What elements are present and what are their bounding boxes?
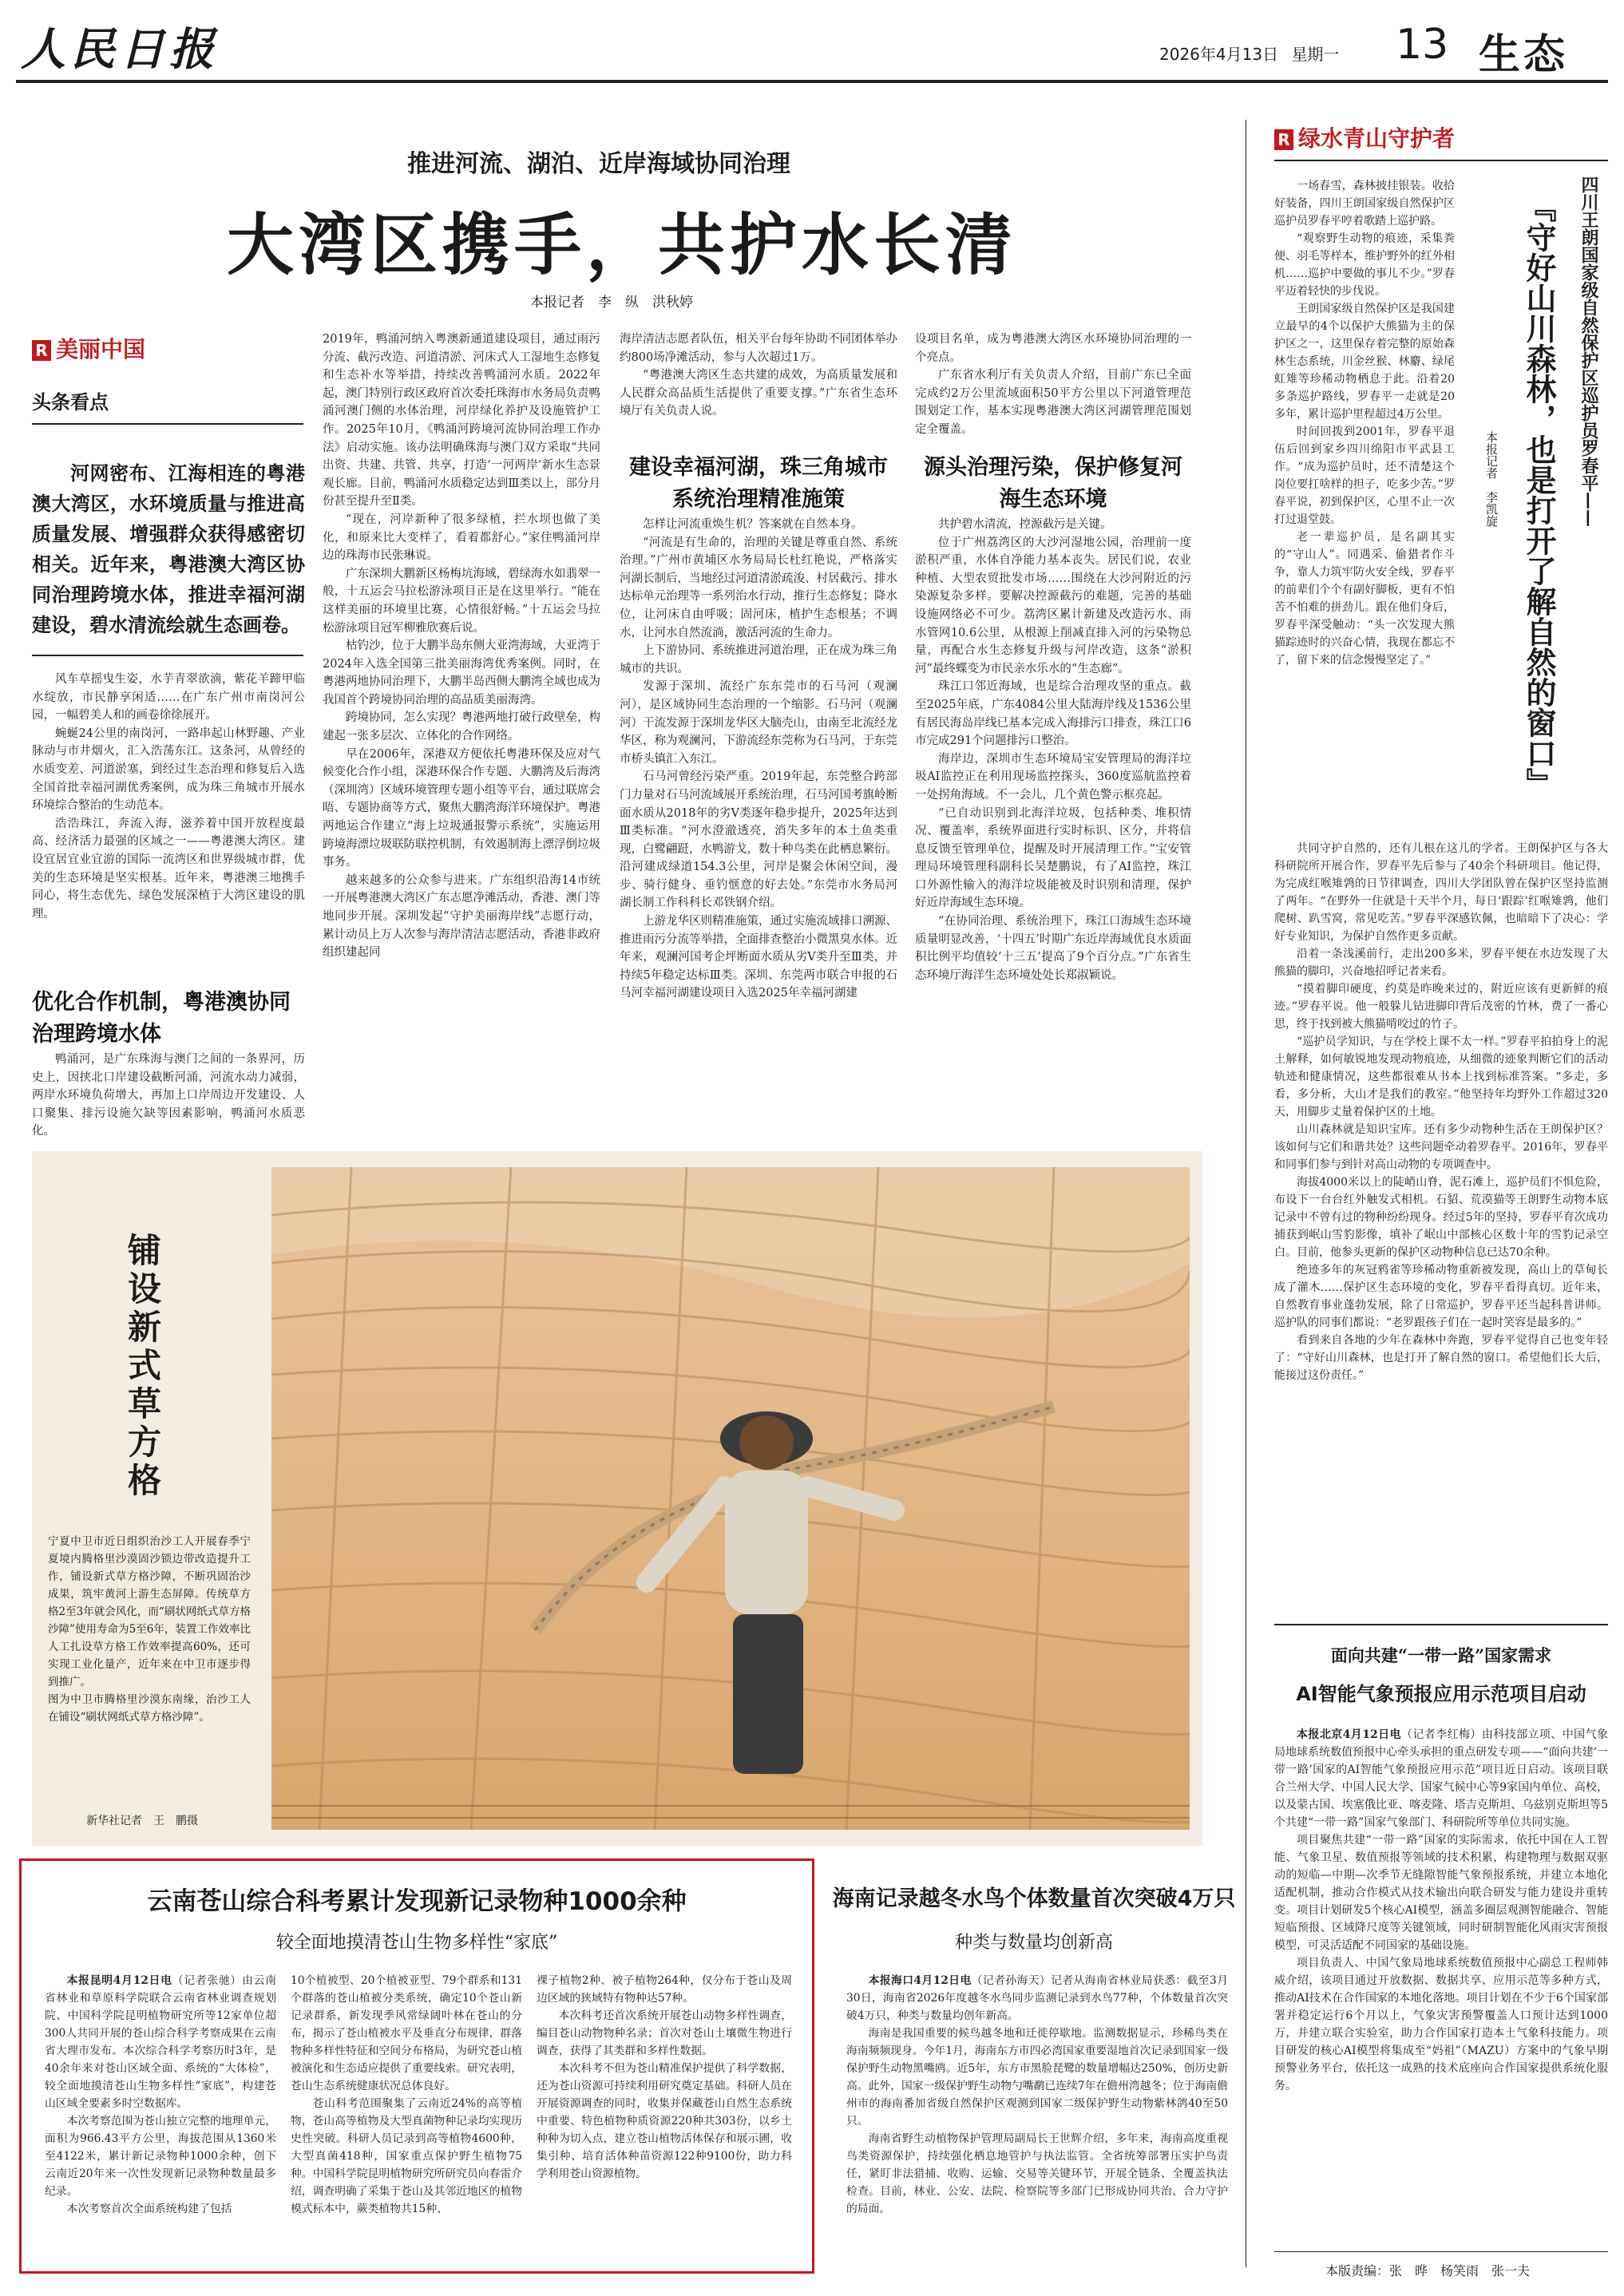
profile-headline: 『守好山川森林，也是打开了解自然的窗口』	[1521, 192, 1556, 798]
desert-photo	[271, 1167, 1190, 1830]
paragraph	[1274, 1726, 1608, 1831]
paragraph: 发源于深圳、流经广东东莞市的石马河（观澜河），是区域协同生态治理的一个缩影。石马河（观澜河）干流发源于深圳龙华区大脑壳山，由南至北流经龙华区，称为观澜河，下游流经东莞称为石马河，于东莞市桥头镇汇入东江。	[620, 680, 897, 766]
column-tag-beautiful-china: R 美丽中国	[32, 332, 145, 364]
yunnan-subhead: 较全面地摸清苍山生物多样性“家底”	[275, 1933, 558, 1953]
paragraph: “现在，河岸新种了很多绿植，拦水坝也做了美化，和原来比大变样了，看着都舒心。”家住鸭涌河岸边的珠海市民张琳说。	[323, 513, 600, 563]
profile-byline: 本报记者 李凯旋	[1484, 431, 1499, 527]
paragraph: 怎样让河流重焕生机？答案就在自然本身。	[643, 518, 863, 531]
editor-credit: 本版责编：张 晔 杨笑雨 张一夫	[1325, 2263, 1531, 2278]
dateline: 本报海口4月12日电	[868, 1974, 972, 1987]
paragraph: 浩浩珠江，奔流入海，滋养着中国开放程度最高、经济活力最强的区域之一——粤港澳大湾区。建设宜居宜业宜游的国际一流湾区和世界级城市群，优美的生态环境是坚实根基。近年来，粤港澳三地携手同心，将生态优先、绿色发展深植于大湾区建设的肌理。	[32, 817, 305, 920]
paragraph: 上游龙华区则精准施策，通过实施流域排口溯源、推进雨污分流等举措，全面排查整治小微黑臭水体。近年来，观澜河国考企坪断面水质从劣Ⅴ类升至Ⅲ类，并持续5年稳定达标Ⅲ类。深圳、东莞两市联合申报的石马河幸福河湖建设项目入选2025年幸福河湖建	[620, 915, 897, 1000]
paragraph: 越来越多的公众参与进来。广东组织沿海14市统一开展粤港澳大湾区广东志愿净滩活动，香港、澳门等地同步开展。深圳发起“守护美丽海岸线”志愿行动，累计动员上万人次参与海岸清洁志愿活动，香港非政府组织建起同	[323, 873, 600, 960]
newspaper-logo: 人民日报	[21, 23, 219, 76]
paragraph	[846, 1972, 1228, 2025]
lead-body-col2	[323, 331, 600, 1148]
profile-kicker: 四川王朗国家级自然保护区巡护员罗春平——	[1578, 176, 1599, 527]
issue-date	[1159, 42, 1339, 65]
paragraph: 苍山科考范围聚集了云南近24%的高等植物，苍山高等植物及大型真菌物种记录均实现历史性突破。科研人员记录到高等植物4600种，大型真菌418种，国家重点保护野生植物75种。中国科学院昆明植物研究所研究员向春雷介绍，调查明确了采集于苍山及其邻近地区的植物模式标本中，蕨类植物共15种、	[291, 2097, 522, 2215]
right-col-head-rule	[1274, 160, 1608, 161]
section-heading-3: 源头治理污染，保护修复河海生态环境	[924, 455, 1182, 512]
footer-rule	[1274, 2251, 1608, 2252]
hainan-subhead: 种类与数量均创新高	[954, 1933, 1113, 1953]
ai-body	[1274, 1726, 1608, 2207]
paragraph-text: 记者从海南省林业局获悉：截至3月30日，海南省2026年度越冬水鸟同步监测记录到水鸟77种，个体数量首次突破4万只，种类与数量均创年新高。	[846, 1974, 1228, 2022]
yunnan-col2	[291, 1972, 522, 2267]
section-heading-2: 建设幸福河湖，珠三角城市系统治理精准施策	[629, 455, 888, 512]
paragraph: 本次考察首次全面系统构建了包括	[66, 2203, 232, 2215]
paragraph: 跨境协同，怎么实现？粤港两地打破行政壁垒，构建起一张多层次、立体化的合作网络。	[323, 711, 600, 743]
paragraph: “在协同治理、系统治理下，珠江口海域生态环境质量明显改善，‘十四五’时期广东近岸海域优良水质面积比例平均值较‘十三五’提高了9个百分点。”广东省生态环境厅海洋生态环境处处长郑淑颖说。	[915, 915, 1191, 982]
paragraph: 石马河曾经污染严重。2019年起，东莞整合跨部门力量对石马河流域展开系统治理，石马河国考旗岭断面水质从2018年的劣Ⅴ类逐年稳步提升，2025年达到Ⅲ类标准。“河水澄澈透亮，消失多年的本土鱼类重现，白鹭翩跹，水鸭游戈，数十种鸟类在此栖息繁衍。沿河建成绿道154.3公里，河岸是聚会休闲空间，漫步、骑行健身、垂钓惬意的好去处。”东莞市水务局河湖长制工作科科长邓铁钢介绍。	[620, 770, 897, 910]
paragraph: 山川森林就是知识宝库。还有多少动物种生活在王朗保护区？该如何与它们和谐共处？这些问题牵动着罗春平。2016年，罗春平和同事们参与到针对高山动物的专项调查中。	[1274, 1123, 1608, 1171]
lead-body-col3-top	[620, 331, 897, 441]
paragraph: 海岸边，深圳市生态环境局宝安管理局的海洋垃圾AI监控正在利用现场监控探头，360度巡航监控着一处拐角海域。不一会儿，几个黄色警示框亮起。	[915, 752, 1191, 802]
reporter: （记者李红梅）	[1400, 1728, 1482, 1741]
paragraph: 绝迹多年的灰冠鸦雀等珍稀动物重新被发现，高山上的草甸长成了灌木……保护区生态环境的变化，罗春平看得真切。近年来，自然教育事业蓬勃发展，除了日常巡护，罗春平还当起科普讲师。巡护队的同事们都说：“老罗跟孩子们在一起时笑容是最多的。”	[1274, 1264, 1608, 1329]
hainan-headline: 海南记录越冬水鸟个体数量首次突破4万只	[832, 1886, 1236, 1911]
column-tag-guardian: R 绿水青山守护者	[1274, 121, 1455, 153]
lead-byline: 本报记者 李 纵 洪秋婷	[530, 295, 693, 311]
lead-body-col4-top	[915, 331, 1191, 441]
paragraph: 珠江口邻近海域，也是综合治理攻坚的重点。截至2025年底，广东4084公里大陆海岸线及1536公里有居民海岛岸线已基本完成入海排污口排查，珠江口6市完成291个问题排污口整治。	[915, 680, 1191, 748]
paragraph: 本次科考不但为苍山精准保护提供了科学数据，还为苍山资源可持续利用研究奠定基础。科研人员在开展资源调查的同时，收集并保藏苍山自然生态系统中重要、特色植物种质资源220种共303份，以乡土种种为切入点，建立苍山植物活体保存和展示圃，收集引种、培育活体种苗资源122种9100份，助力科学利用苍山资源植物。	[537, 2062, 792, 2180]
lead-body-col1a	[32, 671, 305, 984]
dateline: 本报昆明4月12日电	[66, 1974, 172, 1987]
r-badge-icon: R	[1274, 129, 1293, 150]
paragraph: 一场春雪，森林披挂银装。收拾好装备，四川王朗国家级自然保护区巡护员罗春平哼着歌踏上巡护路。	[1274, 180, 1455, 228]
paragraph: 海岸清洁志愿者队伍，相关平台每年协助不同团体举办约800场净滩活动，参与人次超过1万。	[620, 333, 897, 364]
photo-caption: 宁夏中卫市近日组织治沙工人开展春季宁夏境内腾格里沙漠固沙锁边带改造提升工作，铺设新式草方格沙障，不断巩固治沙成果，筑牢黄河上游生态屏障。传统草方格2至3年就会风化，而“刷状网纸式草方格沙障”使用寿命为5至6年，装置工作效率比人工扎设草方格工作效率提高60%，还可实现工业化量产，近年来在中卫市逐步得到推广。 图为中卫市腾格里沙漠东南缘，治沙工人在铺设“刷状网纸式草方格沙障”。	[48, 1535, 251, 1724]
section-heading-1: 优化合作机制，粤港澳协同治理跨境水体	[32, 990, 291, 1047]
column-sub-rule	[32, 423, 303, 425]
lead-body-col3	[620, 516, 897, 1148]
date-text: 2026年4月13日	[1159, 45, 1279, 64]
paragraph	[45, 1972, 276, 2112]
paragraph: “摸着脚印硬度，约莫是昨晚来过的，附近应该有更新鲜的痕迹。”罗春平说。他一般躲儿钻进脚印背后茂密的竹林，费了一番心思，终于找到被大熊猫啃咬过的竹子。	[1274, 983, 1608, 1031]
paragraph: 沿着一条浅溪前行，走出200多米，罗春平便在水边发现了大熊猫的脚印，兴奋地招呼记者来看。	[1274, 948, 1608, 978]
yunnan-col3	[537, 1972, 792, 2267]
lead-headline: 大湾区携手，共护水长清	[227, 206, 1018, 284]
ai-kicker: 面向共建“一带一路”国家需求	[1330, 1645, 1552, 1665]
paragraph: 蜿蜒24公里的南岗河，一路串起山林野趣、产业脉动与市井烟火，汇入浩荡东江。这条河，从曾经的水质变差、河道淤塞，到经过生态治理和修复后入选全国首批幸福河湖优秀案例，成为珠三角城市开展水环境综合整治的生动范本。	[32, 726, 305, 813]
column-sub: 头条看点	[32, 391, 109, 414]
paragraph: “巡护员学知识，与在学校上课不太一样。”罗春平拍拍身上的泥土解释，如何敏锐地发现动物痕迹，从细微的迹象判断它们的活动轨迹和健康情况，这些都很难从书本上找到标准答案。“多走，多看，多分析，大山才是我们的教室。”他坚持年均野外工作超过320天，用脚步丈量着保护区的土地。	[1274, 1035, 1608, 1118]
paragraph: 项目负责人、中国气象局地球系统数值预报中心副总工程师韩威介绍，该项目通过开放数据、数据共享、应用示范等多种方式，推动AI技术在合作国家的本地化落地。项目计划在不少于6个国家部署并稳定运行6个月以上，气象灾害预警覆盖人口预计达到1000万，并建立联合实验室，助力合作国家打造本土气象科技能力。项目研发的核心AI模型将集成至“妈祖”（MAZU）方案中的气象早期预警业务平台，依托这一成熟的技术底座向合作国家提供系统化服务。	[1274, 1957, 1608, 2092]
lead-summary: 河网密布、江海相连的粤港澳大湾区，水环境质量与推进高质量发展、增强群众获得感密切相关。近年来，粤港澳大湾区协同治理跨境水体，推进幸福河湖建设，碧水清流绘就生态画卷。	[32, 462, 305, 636]
paragraph: 王朗国家级自然保护区是我国建立最早的4个以保护大熊猫为主的保护区之一，这里保存着完整的原始森林生态系统，川金丝猴、林麝、绿尾虹雉等珍稀动物栖息于此。沿着20多条巡护路线，罗春平一走就是20多年，累计巡护里程超过4万公里。	[1274, 303, 1455, 421]
paragraph: 老一辈巡护员，是名副其实的“守山人”。同遇采、偷猎者作斗争，靠人力筑牢防火安全线，罗春平的前辈们个个有副好脚板，更有不怕苦不怕难的拼劲儿。跟在他们身后，罗春平深受触动：“头一次发现大熊猫踪迹时的兴奋心情，我现在都忘不了，留下来的信念慢慢坚定了。”	[1274, 531, 1455, 667]
yunnan-col1	[45, 1972, 276, 2267]
paragraph: “河流是有生命的，治理的关键是尊重自然、系统治理。”广州市黄埔区水务局局长杜红艳说，严格落实河湖长制后，当地经过河道清淤疏浚、村居截污、排水达标单元治理等一系列治水行动，推行生态修复；降水位，让河床自由呼吸；固河床，植护生态根基；不调水，让河水自然流淌，激活河流的生命力。	[620, 536, 897, 639]
paragraph: 共护碧水清流，控源截污是关键。	[938, 518, 1112, 531]
paragraph: 广东省水利厅有关负责人介绍，目前广东已全面完成约2万公里流域面积50平方公里以下河道管理范围划定工作，基本实现粤港澳大湾区河湖管理范围划定全覆盖。	[915, 369, 1191, 436]
r-badge-icon: R	[32, 340, 51, 361]
page-number: 13	[1396, 21, 1449, 69]
paragraph: 设项目名单，成为粤港澳大湾区水环境协同治理的一个亮点。	[915, 333, 1191, 364]
paragraph: 看到来自各地的少年在森林中奔跑，罗春平觉得自己也变年轻了：“守好山川森林，也是打开了解自然的窗口。希望他们长大后，能接过这份责任。”	[1274, 1334, 1608, 1382]
dateline: 本报北京4月12日电	[1297, 1728, 1401, 1741]
paragraph: 10个植被型、20个植被亚型、79个群系和131个群落的苍山植被分类系统，确定10个苍山新记录群系，新发现季风常绿阔叶林在苍山的分布，揭示了苍山植被水平及垂直分布规律，群落物种多样性特征和空间分布格局，为研究苍山植被演化和生态适应提供了重要线索。研究表明，苍山生态系统健康状况总体良好。	[291, 1974, 522, 2092]
profile-body-a	[1274, 177, 1455, 837]
reporter: （记者孙海天）	[971, 1974, 1052, 1987]
paragraph: 海南省野生动植物保护管理局副局长王世辉介绍，多年来，海南高度重视鸟类资源保护，持续强化栖息地管护与执法监管。全省统筹部署压实护鸟责任，紧盯非法猎捕、收购、运输、交易等关键环节，开展全链条、全覆盖执法检查。目前，林业、公安、法院、检察院等多部门已形成协同共治、合力守护的局面。	[846, 2132, 1228, 2215]
paragraph: “已自动识别到北海洋垃圾，包括种类、堆积情况、覆盖率，系统界面进行实时标识、区分，并将信息反馈至管理单位，提醒及时开展清理工作。”宝安管理局环境管理科副科长吴楚鹏说，有了AI监控，珠江口外源性输入的海洋垃圾能被及时识别和清理，保护好近岸海域生态环境。	[915, 806, 1191, 910]
paragraph: 风车草摇曳生姿，水芋青翠欲滴，紫花羊蹄甲临水绽放，市民静享闲适……在广东广州市南岗河公园，一幅碧美人和的画卷徐徐展开。	[32, 673, 305, 722]
section-name: 生态	[1479, 30, 1569, 79]
paragraph: 位于广州荔湾区的大沙河湿地公园，治理前一度淤积严重，水体自净能力基本丧失。居民们说，农业种植、大型农贸批发市场……围绕在大沙河附近的污染源复杂多样。要解决控源截污的难题，完善的基础设施网络必不可少。荔湾区累计新建及改造污水、雨水管网10.6公里，从根源上削减直排入河的污染物总量，再配合水生态修复升级与河岸改造，这条“淤积河”最终蝶变为市民亲水乐水的“生态廊”。	[915, 536, 1191, 675]
paragraph: 裸子植物2种、被子植物264种，仅分布于苍山及周边区域的狭域特有物种达57种。	[537, 1974, 792, 2005]
hainan-body	[846, 1972, 1228, 2267]
yunnan-headline: 云南苍山综合科考累计发现新记录物种1000余种	[147, 1887, 687, 1916]
profile-body-b	[1274, 840, 1608, 1589]
paragraph: 本次科考还首次系统开展苍山动物多样性调查，编目苍山动物物种名录；首次对苍山土壤微生物进行调查，获得了其类群和多样性数据。	[537, 2009, 792, 2057]
paragraph: 2019年，鸭涌河纳入粤澳新通道建设项目，通过雨污分流、截污改造、河道清淤、河床式人工湿地生态修复和生态补水等举措，持续改善鸭涌河水质。2022年起，澳门特别行政区政府首次委托珠海市水务局负责鸭涌河澳门侧的水体治理，河岸绿化养护及设施管护工作。2025年10月，《鸭涌河跨境河流协同治理工作办法》启动实施。该办法明确珠海与澳门双方采取“共同出资、共建、共管、共享，打造‘一河两岸’新水生态景观长廊。目前，鸭涌河水质稳定达到Ⅲ类以上，部分月份甚至提升至Ⅱ类。	[323, 333, 600, 509]
paragraph-text: 由科技部立项、中国气象局地球系统数值预报中心牵头承担的重点研发专项——“面向共建‘一带一路’国家的AI智能气象预报应用示范”项目近日启动。该项目联合兰州大学、中国人民大学、国家气候中心等9家国内单位、高校，以及蒙古国、埃塞俄比亚、喀麦隆、塔吉克斯坦、乌兹别克斯坦等5个共建“一带一路”国家气象部门、科研院所等单位共同实施。	[1274, 1728, 1608, 1829]
paragraph-text: 由云南省林业和草原科学院联合云南省林业调查规划院、中国科学院昆明植物研究所等12家单位超300人共同开展的苍山综合科学考察成果在云南省大理市发布。本次综合科学考察历时3年，是40余年来对苍山区域全面、系统的“大体检”，较全面地摸清苍山生物多样性“家底”，构建苍山区域全要素多时空数据库。	[45, 1974, 276, 2110]
paragraph: 海南是我国重要的候鸟越冬地和迁徙停歇地。监测数据显示，珍稀鸟类在海南频频现身。今年1月，海南东方市四必湾国家重要湿地首次记录到国家一级保护野生动物黑嘴鸥。近5年，东方市黑脸琵鹭的数量增幅达250%，创历史新高。此外，国家一级保护野生动物勺嘴鹬已连续7年在儋州湾越冬；位于海南儋州市的海南番加省级自然保护区观测到国家二级保护野生动物紫林鸽40至50只。	[846, 2027, 1228, 2128]
lead-body-col4	[915, 516, 1191, 1148]
lead-kicker: 推进河流、湖泊、近岸海域协同治理	[407, 150, 790, 178]
paragraph: 广东深圳大鹏新区杨梅坑海域，碧绿海水如翡翠一般，十五运会马拉松游泳项目正是在这里举行。“能在这样美丽的环境里比赛，心情很舒畅。”十五运会马拉松游泳项目冠军柳雅欣赛后说。	[323, 567, 600, 635]
lead-body-col1b	[32, 1051, 305, 1148]
paragraph: 共同守护自然的，还有儿根在这儿的学者。王朗保护区与各大科研院所开展合作，罗春平先后参与了40余个科研项目。他记得，为完成红喉雉鹑的日节律调查，四川大学团队曾在保护区坚持监测了两年。“在野外一住就是十天半个月，每日‘跟踪’红喉雉鹑，他们爬树、趴雪窝，常见吃苦。”罗春平深感钦佩，也暗暗下了决心：学好专业知识，为保护自然作更多贡献。	[1274, 842, 1608, 943]
paragraph: 鸭涌河，是广东珠海与澳门之间的一条界河，历史上，因挟北口岸建设截断河涌，河流水动力减弱，两岸水环境负荷增大，再加上口岸周边开发建设、人口聚集、排污设施欠缺等因素影响，鸭涌河水质恶化。	[32, 1053, 305, 1138]
summary-rule	[32, 655, 303, 656]
paragraph: 早在2006年，深港双方便依托粤港环保及应对气候变化合作小组，深港环保合作专题、大鹏湾及后海湾（深圳湾）区域环境管理专题小组等平台，通过联席会晤、专题协商等方式，聚焦大鹏湾海洋环境保护。粤港两地运合作建立“海上垃圾通报警示系统”，实施运用跨境海漂垃圾联防联控机制，有效遏制海上漂浮倒垃圾事务。	[323, 747, 600, 869]
photo-title: 铺设新式草方格	[123, 1233, 162, 1501]
paragraph: 项目聚焦共建“一带一路”国家的实际需求，依托中国在人工智能、气象卫星、数值预报等领域的技术积累，构建物理与数据双驱动的短临—中期—次季节无缝隙智能气象预报系统，并建立本地化适配机制，推动合作模式从技术输出向联合研发与能力建设并重转变。项目计划研发5个核心AI模型，涵盖多圈层观测智能融合、智能短临预报、区域降尺度等关键领域，同时研制智能化风雨灾害预报模型，可灵活适配不同国家的基础设施。	[1274, 1834, 1608, 1952]
paragraph: 枯钓沙，位于大鹏半岛东侧大亚湾海域，大亚湾于2024年入选全国第三批美丽海湾优秀案例。同时，在粤港两地协同治理下，大鹏半岛西侧大鹏湾全域也成为我国首个跨境协同治理的高品质美丽海湾。	[323, 639, 600, 707]
paragraph: 时间回拨到2001年，罗春平退伍后回到家乡四川绵阳市平武县工作。“成为巡护员时，还不清楚这个岗位要扛啥样的担子，吃多少苦。”罗春平说，初到保护区，心里不止一次打过退堂鼓。	[1274, 426, 1455, 526]
weekday-text: 星期一	[1291, 45, 1340, 64]
paragraph: 海拔4000米以上的陡峭山脊，泥石滩上，巡护员们不惧危险，布设下一台台红外触发式相机。石貂、荒漠猫等王朗野生动物本底记录中不曾有过的物种纷纷现身。经过5年的坚持，罗春平育次成功捕获到岷山雪豹影像，填补了岷山中部核心区数十年的雪豹记录空白。目前，他参头更新的保护区动物种信息已达70余种。	[1274, 1176, 1608, 1259]
paragraph: “粤港澳大湾区生态共建的成效，为高质量发展和人民群众高品质生活提供了重要支撑。”广东省生态环境厅有关负责人说。	[620, 369, 897, 418]
ai-headline: AI智能气象预报应用示范项目启动	[1296, 1683, 1586, 1705]
photo-credit: 新华社记者 王 鹏摄	[86, 1815, 198, 1827]
ai-story-rule	[1274, 1624, 1608, 1625]
reporter: （记者张驰）	[172, 1974, 243, 1987]
masthead-rule	[16, 80, 1608, 83]
paragraph: “观察野生动物的痕迹，采集粪便、羽毛等样本，维护野外的红外相机……巡护中要做的事儿不少。”罗春平迈着轻快的步伐说。	[1274, 232, 1455, 298]
paragraph: 本次考察范围为苍山独立完整的地理单元，面积为966.43平方公里，海拔范围从1360米至4122米，累计新记录物种1000余种，创下云南近20年来一次性发现新记录物种数量最多纪录。	[45, 2115, 276, 2198]
paragraph: 上下游协同、系统推进河道治理，正在成为珠三角城市的共识。	[620, 644, 897, 675]
